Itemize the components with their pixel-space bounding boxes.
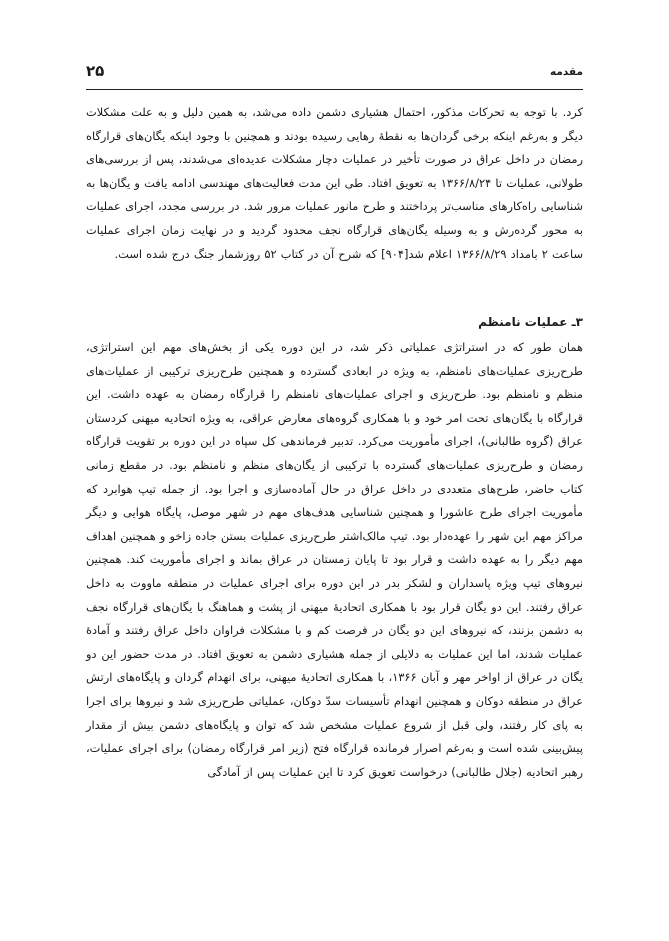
page-number: ۲۵	[86, 62, 105, 80]
header-rule	[86, 89, 583, 90]
section-heading: ۳ـ عملیات نامنظم	[478, 315, 583, 329]
running-header-title: مقدمه	[550, 66, 583, 78]
running-header	[86, 62, 583, 84]
body-paragraph-2: همان طور که در استراتژی عملیاتی ذکر شد، در این دوره یکی از بخش‌های مهم این استراتژی، طرح‌ریزی عملیات‌های نامنظم، به ویژه در ابعادی گسترده و همچنین طرح‌ریزی ترکیبی از عملیات‌های منظم و نامنظم بود. طرح‌ریزی و اجرای عملیات‌های نامنظم را قرارگاه رمضان به عهده داشت. این قرارگاه با یگان‌های تحت امر خود و با همکاری گروه‌های معارض عراقی، به ویژه اتحادیه میهنی کردستان عراق (گروه طالبانی)، اجرای مأموریت می‌کرد. تدبیر فرماندهی کل سپاه در این دوره بر تقویت قرارگاه رمضان و طرح‌ریزی عملیات‌های گسترده با ترکیبی از یگان‌های منظم و نامنظم بود. در مقطع زمانی کتاب حاضر، طرح‌های متعددی در داخل عراق در حال آماده‌سازی و اجرا بود. از جمله تیپ هوابرد که مأموریت اجرای طرح عاشورا و همچنین شناسایی هدف‌های مهم در شهر موصل، پایگاه هوایی و دیگر مراکز مهم این شهر را عهده‌دار بود. تیپ مالک‌اشتر طرح‌ریزی عملیات بستن جاده زاخو و همچنین اهداف مهم دیگر را به عهده داشت و قرار بود تا پایان زمستان در عراق بماند و اجرای مأموریت کند. همچنین نیروهای تیپ ویژه پاسداران و لشکر بدر در این دوره برای اجرای عملیات در منطقه ماووت به داخل عراق رفتند. این دو یگان قرار بود با همکاری اتحادیهٔ میهنی از پشت و هماهنگ با یگان‌های قرارگاه نجف به دشمن بزنند، که نیروهای این دو یگان در فرصت کم و با مشکلات فراوان داخل عراق رفتند و آمادهٔ عملیات شدند، اما این عملیات به دلایلی از جمله هشیاری دشمن به تعویق افتاد. در مدت حضور این دو یگان در عراق از اواخر مهر و آبان ۱۳۶۶، با همکاری اتحادیهٔ میهنی، برای انهدام گردان و پایگاه‌های ارتش عراق در منطقه دوکان و همچنین انهدام تأسیسات سدّ دوکان، عملیاتی طرح‌ریزی شد و نیروها برای اجرا به پای کار رفتند، ولی قبل از شروع عملیات مشخص شد که توان و پایگاه‌های دشمن بیش از مقدار پیش‌بینی شده است و به‌رغم اصرار فرمانده قرارگاه فتح (زیر امر قرارگاه رمضان) برای اجرای عملیات، رهبر اتحادیه (جلال طالبانی) درخواست تعویق کرد تا این عملیات پس از آمادگی	[86, 340, 583, 779]
body-paragraph-1: کرد. با توجه به تحرکات مذکور، احتمال هشیاری دشمن داده می‌شد، به همین دلیل و به علت مشکلات دیگر و به‌رغم اینکه برخی گردان‌ها به نقطهٔ رهایی رسیده بودند و همچنین با وجود اینکه یگان‌های قرارگاه رمضان در داخل عراق در صورت تأخیر در عملیات دچار مشکلات عدیده‌ای می‌شدند، پس از بررسی‌های طولانی، عملیات تا ۱۳۶۶/۸/۲۴ به تعویق افتاد. طی این مدت فعالیت‌های مهندسی ادامه یافت و یگان‌ها به شناسایی راه‌کارهای مناسب‌تر پرداختند و طرح مانور عملیات مرور شد. در بررسی مجدد، اجرای عملیات به محور گرده‌رش و به وسیله یگان‌های قرارگاه نجف محدود گردید و در نهایت زمان اجرای عملیات ساعت ۲ بامداد ۱۳۶۶/۸/۲۹ اعلام شد[۹۰۴] که شرح آن در کتاب ۵۲ روزشمار جنگ درج شده است.	[86, 105, 584, 261]
